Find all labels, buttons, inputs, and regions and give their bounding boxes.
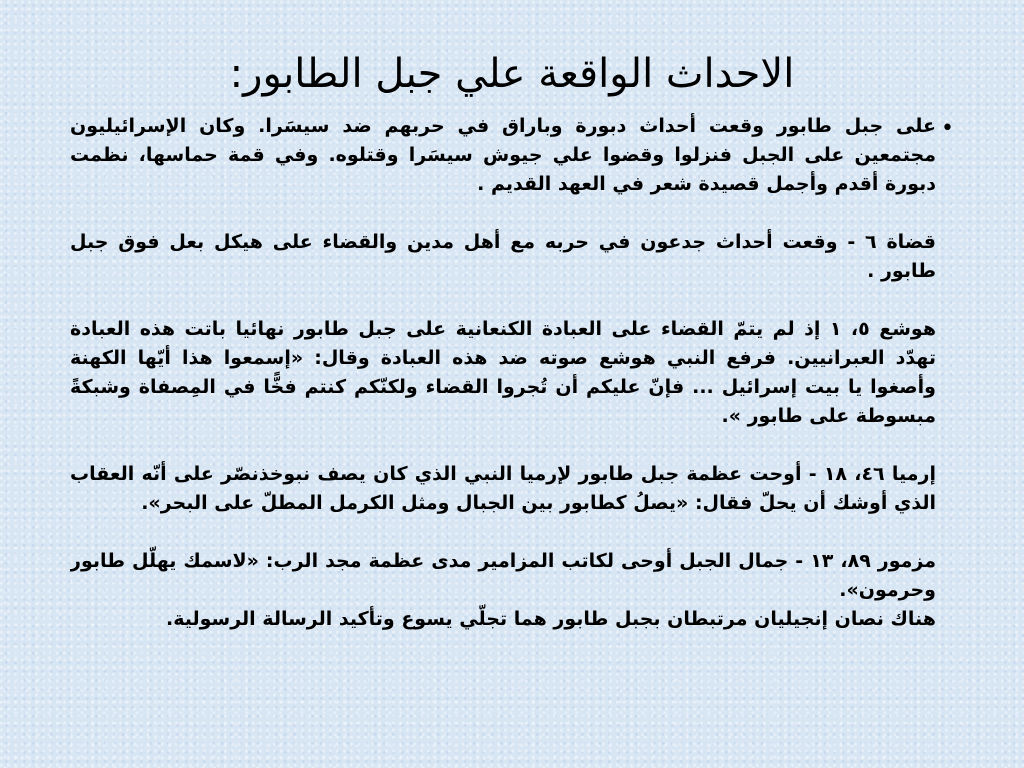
paragraph-jeremiah-46: إرميا ٤٦، ١٨ - أوحت عظمة جبل طابور لإرميا النبي الذي كان يصف نبوخذنصّر على أنّه العقاب الذي أوشك أن يحلّ فقال: «يصلُ كطابور بين الجبال ومثل الكرمل المطلّ على البحر». [70, 463, 936, 514]
paragraph-judges-6: قضاة ٦ - وقعت أحداث جدعون في حربه مع أهل مدين والقضاء على هيكل بعل فوق جبل طابور . [70, 231, 936, 282]
slide-body [70, 112, 936, 764]
paragraph-hosea-5: هوشع ٥، ١ إذ لم يتمّ القضاء على العبادة الكنعانية على جبل طابور نهائيا باتت هذه العبادة تهدّد العبرانيين. فرفع النبي هوشع صوته ضد هذه العبادة وقال: «إسمعوا هذا أيّها الكهنة وأصغوا يا بيت إسرائيل ... فإنّ عليكم أن تُجروا القضاء ولكنّكم كنتم فخًّا في المِصفاة وشبكةً مبسوطة على طابور ». [70, 318, 936, 427]
bullet-marker: • [941, 116, 954, 141]
paragraph-gospel-texts: هناك نصان إنجيليان مرتبطان بجبل طابور هما تجلّي يسوع وتأكيد الرسالة الرسولية. [165, 608, 936, 630]
paragraph-psalm-89: مزمور ٨٩، ١٣ - جمال الجبل أوحى لكاتب المزامير مدى عظمة مجد الرب: «لاسمك يهلّل طابور وحرمون». [70, 550, 936, 601]
slide-title: الاحداث الواقعة علي جبل الطابور: [229, 51, 795, 97]
paragraph-deborah-barak: على جبل طابور وقعت أحداث دبورة وباراق في حربهم ضد سيسَرا. وكان الإسرائيليون مجتمعين على الجبل فنزلوا وقضوا علي جيوش سيسَرا وقتلوه. وفي قمة حماسها، نظمت دبورة أقدم وأجمل قصيدة شعر في العهد القديم . [70, 115, 936, 195]
